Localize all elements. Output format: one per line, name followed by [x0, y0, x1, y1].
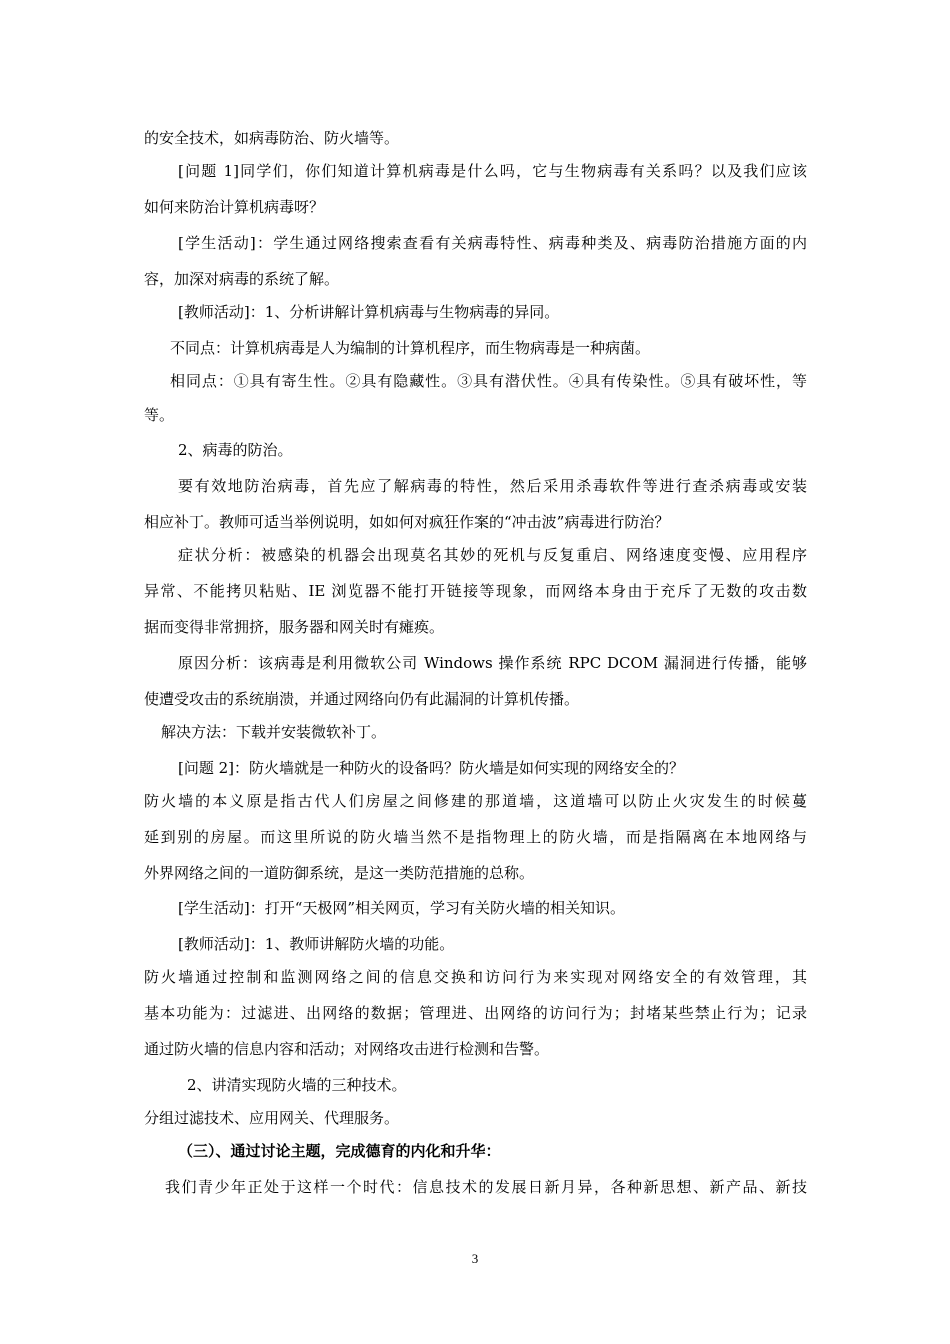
paragraph-line: [学生活动]：打开“天极网”相关网页，学习有关防火墙的相关知识。 — [178, 899, 626, 917]
paragraph-line: 基本功能为：过滤进、出网络的数据；管理进、出网络的访问行为；封堵某些禁止行为；记录 — [144, 1004, 807, 1022]
paragraph-line: 2、病毒的防治。 — [178, 441, 293, 459]
paragraph-line: [问题 2]：防火墙就是一种防火的设备吗？防火墙是如何实现的网络安全的？ — [178, 759, 685, 777]
paragraph-line: 如何来防治计算机病毒呀？ — [144, 198, 325, 216]
paragraph-line: 使遭受攻击的系统崩溃，并通过网络向仍有此漏洞的计算机传播。 — [144, 690, 580, 708]
paragraph-line: 外界网络之间的一道防御系统，是这一类防范措施的总称。 — [144, 864, 535, 882]
paragraph-line: 的安全技术，如病毒防治、防火墙等。 — [144, 129, 400, 147]
paragraph-line: 我们青少年正处于这样一个时代：信息技术的发展日新月异，各种新思想、新产品、新技 — [165, 1178, 807, 1196]
paragraph-line: 2、讲清实现防火墙的三种技术。 — [187, 1076, 407, 1094]
paragraph-line: [学生活动]：学生通过网络搜索查看有关病毒特性、病毒种类及、病毒防治措施方面的内 — [178, 234, 807, 252]
paragraph-line: 通过防火墙的信息内容和活动；对网络攻击进行检测和告警。 — [144, 1040, 550, 1058]
paragraph-line: 症状分析：被感染的机器会出现莫名其妙的死机与反复重启、网络速度变慢、应用程序 — [178, 546, 807, 564]
paragraph-line: 防火墙通过控制和监测网络之间的信息交换和访问行为来实现对网络安全的有效管理，其 — [144, 968, 807, 986]
paragraph-line: 原因分析：该病毒是利用微软公司 Windows 操作系统 RPC DCOM 漏洞进行传播，能够 — [178, 654, 807, 672]
paragraph-line: 解决方法：下载并安装微软补丁。 — [161, 723, 387, 741]
paragraph-line: 容，加深对病毒的系统了解。 — [144, 270, 340, 288]
paragraph-line: 等。 — [144, 406, 175, 424]
paragraph-line: 延到别的房屋。而这里所说的防火墙当然不是指物理上的防火墙，而是指隔离在本地网络与 — [144, 828, 807, 846]
paragraph-line: 相同点：①具有寄生性。②具有隐藏性。③具有潜伏性。④具有传染性。⑤具有破坏性，等 — [170, 372, 807, 390]
paragraph-line: 不同点：计算机病毒是人为编制的计算机程序，而生物病毒是一种病菌。 — [170, 339, 651, 357]
paragraph-line: 防火墙的本义原是指古代人们房屋之间修建的那道墙，这道墙可以防止火灾发生的时候蔓 — [144, 792, 807, 810]
paragraph-line: 分组过滤技术、应用网关、代理服务。 — [144, 1109, 400, 1127]
paragraph-line: 据而变得非常拥挤，服务器和网关时有瘫痪。 — [144, 618, 445, 636]
paragraph-line: [问题 1]同学们，你们知道计算机病毒是什么吗，它与生物病毒有关系吗？以及我们应该 — [178, 162, 807, 180]
paragraph-line: 要有效地防治病毒，首先应了解病毒的特性，然后采用杀毒软件等进行查杀病毒或安装 — [178, 477, 807, 495]
paragraph-line: 异常、不能拷贝粘贴、IE 浏览器不能打开链接等现象，而网络本身由于充斥了无数的攻击数 — [144, 582, 807, 600]
paragraph-line: [教师活动]：1、分析讲解计算机病毒与生物病毒的异同。 — [178, 303, 560, 321]
paragraph-line: 相应补丁。教师可适当举例说明，如如何对疯狂作案的“冲击波”病毒进行防治？ — [144, 513, 670, 531]
page-number: 3 — [471, 1251, 479, 1266]
paragraph-line: [教师活动]：1、教师讲解防火墙的功能。 — [178, 935, 455, 953]
section-heading: （三）、通过讨论主题，完成德育的内化和升华： — [178, 1142, 501, 1160]
